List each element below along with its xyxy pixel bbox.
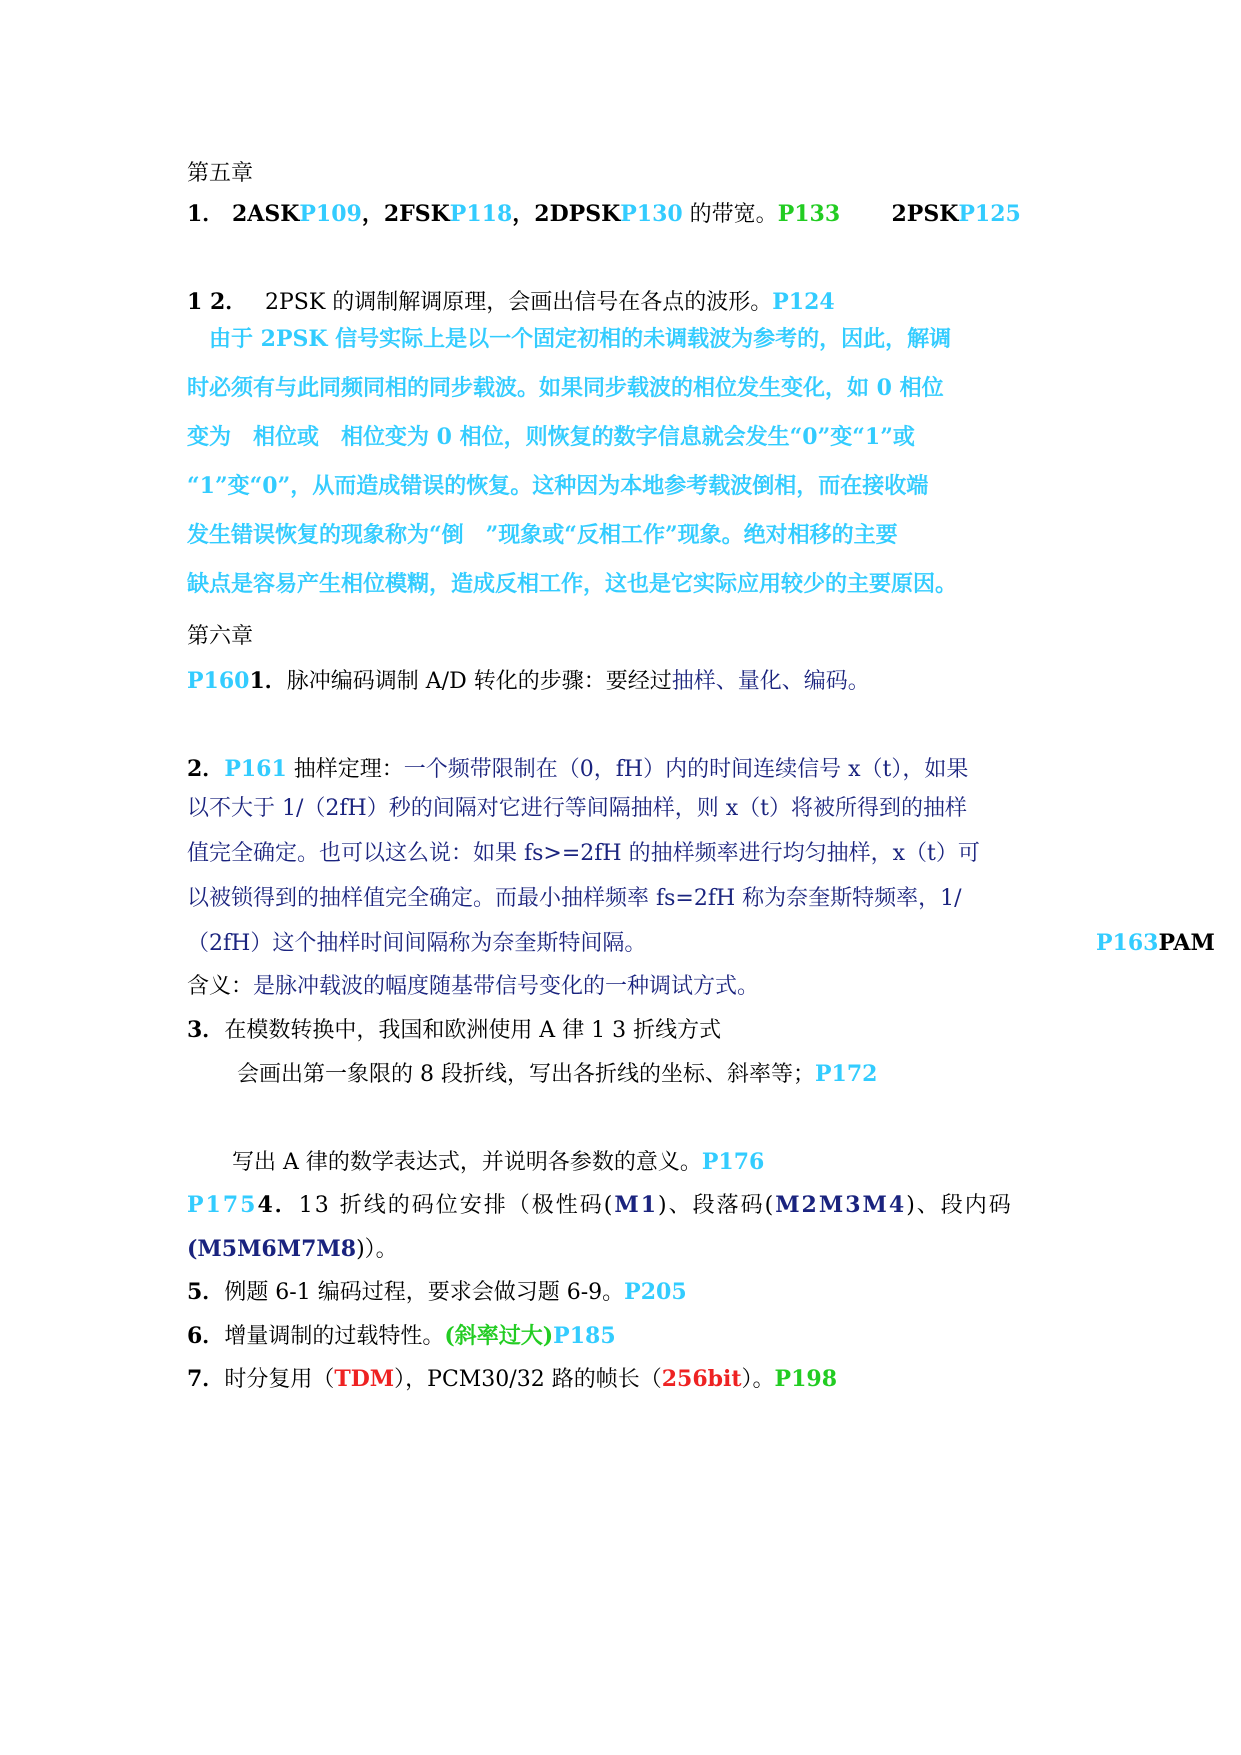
term: 2DPSK bbox=[534, 201, 621, 227]
term: 2ASK bbox=[231, 201, 300, 227]
answer-line: 一个频带限制在（0，fH）内的时间连续信号 x（t），如果 bbox=[403, 757, 969, 782]
note: (斜率过大) bbox=[444, 1323, 554, 1349]
q-number: 2． bbox=[187, 756, 225, 782]
page-ref: P176 bbox=[701, 1149, 765, 1175]
pam-ref bbox=[1096, 929, 1215, 957]
text: 13 折线的码位安排（极性码( bbox=[298, 1193, 615, 1218]
page-ref: P109 bbox=[299, 201, 362, 227]
term: 2PSK bbox=[891, 201, 959, 227]
answer-line: （2fH）这个抽样时间间隔称为奈奎斯特间隔。 bbox=[187, 931, 647, 956]
answer-line: 值完全确定。也可以这么说：如果 fs>=2fH 的抽样频率进行均匀抽样，x（t）可 bbox=[187, 841, 980, 866]
text: 增量调制的过载特性。 bbox=[224, 1324, 445, 1349]
ch6-q7 bbox=[187, 1365, 837, 1394]
ch6-q3 bbox=[187, 1016, 721, 1045]
text: 在模数转换中，我国和欧洲使用 A 律 1 3 折线方式 bbox=[224, 1018, 722, 1043]
q-number: 6． bbox=[187, 1323, 225, 1349]
answer-line: 发生错误恢复的现象称为“倒 ”现象或“反相工作”现象。绝对相移的主要 bbox=[187, 522, 898, 548]
answer-line: 时必须有与此同频同相的同步载波。如果同步载波的相位发生变化，如 0 相位 bbox=[187, 375, 944, 401]
chapter5-title: 第五章 bbox=[187, 161, 254, 186]
label: 抽样定理： bbox=[286, 757, 404, 782]
q-number: 3． bbox=[187, 1017, 225, 1043]
term: 2FSK bbox=[383, 201, 450, 227]
q-number: 7． bbox=[187, 1366, 225, 1392]
chapter6-title: 第六章 bbox=[187, 624, 254, 649]
ch5-q12 bbox=[187, 288, 835, 317]
page-ref: P160 bbox=[187, 668, 250, 694]
code: M1 bbox=[614, 1192, 659, 1218]
term: TDM bbox=[334, 1366, 395, 1392]
page-ref: P133 bbox=[777, 201, 841, 227]
text: 时分复用（ bbox=[224, 1367, 335, 1392]
code: M2M3M4 bbox=[775, 1192, 907, 1218]
page-ref: P198 bbox=[774, 1366, 838, 1392]
page-ref: P130 bbox=[620, 201, 683, 227]
term: 256bit bbox=[661, 1366, 742, 1392]
answer-line: 以不大于 1/（2fH）秒的间隔对它进行等间隔抽样，则 x（t）将被所得到的抽样 bbox=[187, 796, 967, 821]
page-ref: P175 bbox=[187, 1192, 258, 1218]
text: )）。 bbox=[356, 1237, 398, 1262]
ch6-q4-line1 bbox=[187, 1191, 1013, 1220]
text: 例题 6-1 编码过程，要求会做习题 6-9。 bbox=[224, 1280, 625, 1305]
ch6-q3-sub2 bbox=[232, 1148, 764, 1177]
sep: ， bbox=[361, 201, 384, 227]
ch6-q2-head bbox=[187, 755, 968, 784]
text: )、段落码( bbox=[658, 1193, 776, 1218]
text: )、段内码 bbox=[906, 1193, 1013, 1218]
text: 的带宽。 bbox=[682, 202, 778, 227]
answer-line: 变为 相位或 相位变为 0 相位，则恢复的数字信息就会发生“0”变“1”或 bbox=[187, 424, 915, 450]
pam-meaning bbox=[187, 973, 759, 1001]
answer-line: 缺点是容易产生相位模糊，造成反相工作，这也是它实际应用较少的主要原因。 bbox=[187, 571, 958, 597]
ch6-q5 bbox=[187, 1278, 687, 1307]
page-ref: P185 bbox=[553, 1323, 616, 1349]
label: 含义： bbox=[187, 974, 254, 999]
ch6-q3-sub1 bbox=[237, 1060, 877, 1089]
text: ）。 bbox=[741, 1367, 775, 1392]
q-number: 1． bbox=[249, 668, 287, 694]
page-ref: P161 bbox=[224, 756, 287, 782]
answer-line: 以被锁得到的抽样值完全确定。而最小抽样频率 fs=2fH 称为奈奎斯特频率，1/ bbox=[187, 886, 962, 911]
text: ( bbox=[187, 1236, 198, 1262]
q-number: 1 2． bbox=[187, 289, 248, 315]
text: 写出 A 律的数学表达式，并说明各参数的意义。 bbox=[232, 1150, 702, 1175]
answer: 抽样、量化、编码。 bbox=[671, 669, 870, 694]
code: M5M6M7M8 bbox=[197, 1236, 357, 1262]
ch6-q1 bbox=[187, 667, 870, 696]
q-number: 4． bbox=[257, 1192, 299, 1218]
text: ），PCM30/32 路的帧长（ bbox=[394, 1367, 662, 1392]
page-ref: P118 bbox=[449, 201, 513, 227]
answer-line: “1”变“0”，从而造成错误的恢复。这种因为本地参考载波倒相，而在接收端 bbox=[187, 473, 929, 499]
ch6-q4-line2 bbox=[187, 1235, 398, 1264]
text: 会画出第一象限的 8 段折线，写出各折线的坐标、斜率等； bbox=[237, 1062, 815, 1087]
ch5-q1 bbox=[187, 200, 1021, 229]
ch6-q2-body bbox=[187, 786, 1057, 966]
ch6-q6 bbox=[187, 1322, 616, 1351]
page-ref: P205 bbox=[624, 1279, 687, 1305]
sep: ， bbox=[512, 201, 535, 227]
page-ref: P124 bbox=[772, 289, 835, 315]
text: 2PSK 的调制解调原理，会画出信号在各点的波形。 bbox=[264, 290, 773, 315]
page-ref: P125 bbox=[958, 201, 1021, 227]
page-ref: P163 bbox=[1096, 930, 1159, 956]
q-number: 1． bbox=[187, 201, 225, 227]
q-number: 5． bbox=[187, 1279, 225, 1305]
text: 脉冲编码调制 A/D 转化的步骤：要经过 bbox=[286, 669, 672, 694]
answer-line: 由于 2PSK 信号实际上是以一个固定初相的未调载波为参考的，因此，解调 bbox=[187, 326, 952, 352]
ch5-q12-answer bbox=[187, 315, 1057, 609]
term: PAM bbox=[1158, 930, 1215, 956]
page-ref: P172 bbox=[815, 1061, 878, 1087]
answer: 是脉冲载波的幅度随基带信号变化的一种调试方式。 bbox=[253, 974, 760, 999]
